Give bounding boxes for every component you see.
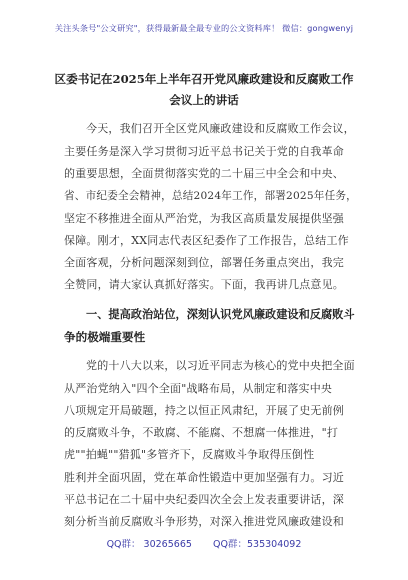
section-heading-line-2: 争的极端重要性: [64, 330, 146, 344]
contact-footer: QQ群： 30265665 QQ群：535304092: [106, 539, 302, 550]
paragraph-line: 省、市纪委全会精神，总结2024年工作，部署2025年任务，: [64, 190, 357, 202]
paragraph-line: 党的十八大以来，以习近平同志为核心的党中央把全面: [86, 359, 355, 372]
paragraph-line: 八项规定开局破题，持之以恒正风肃纪，开展了史无前例: [64, 404, 344, 417]
section-heading-line-1: 一、提高政治站位，深刻认识党风廉政建设和反腐败斗: [86, 307, 355, 321]
paragraph-line: 今天，我们召开全区党风廉政建设和反腐败工作会议，: [86, 122, 355, 135]
promo-banner: 关注头条号"公文研究"，获得最新最全最专业的公文资料库！ 微信：gongwenyj: [54, 23, 354, 33]
paragraph-line: 全赞同，请大家认真抓好落实。下面，我再讲几点意见。: [64, 278, 344, 291]
paragraph-line: 虎""拍蝇""猎狐"多管齐下，反腐败斗争取得压倒性: [64, 448, 315, 461]
document-title-line-1: 区委书记在2025年上半年召开党风廉政建设和反腐败工作: [54, 72, 354, 86]
paragraph-line: 保障。刚才，XX同志代表区纪委作了工作报告，总结工作: [64, 234, 349, 247]
paragraph-line: 的反腐败斗争，不敢腐、不能腐、不想腐一体推进，"打: [64, 426, 339, 439]
paragraph-line: 从严治党纳入"四个全面"战略布局，从制定和落实中央: [64, 382, 333, 395]
paragraph-line: 坚定不移推进全面从严治党，为我区高质量发展提供坚强: [64, 212, 344, 225]
paragraph-line: 全面客观，分析问题深刻到位，部署任务重点突出，我完: [64, 256, 344, 269]
document-title-line-2: 会议上的讲话: [169, 93, 239, 107]
paragraph-line: 平总书记在二十届中央纪委四次全会上发表重要讲话，深: [64, 493, 344, 506]
paragraph-line: 刻分析当前反腐败斗争形势，对深入推进党风廉政建设和: [64, 515, 344, 528]
paragraph-line: 的重要思想，全面贯彻落实党的二十届三中全会和中央、: [64, 167, 344, 180]
paragraph-line: 主要任务是深入学习贯彻习近平总书记关于党的自我革命: [64, 145, 344, 158]
paragraph-line: 胜利并全面巩固，党在革命性锻造中更加坚强有力。习近: [64, 471, 344, 484]
